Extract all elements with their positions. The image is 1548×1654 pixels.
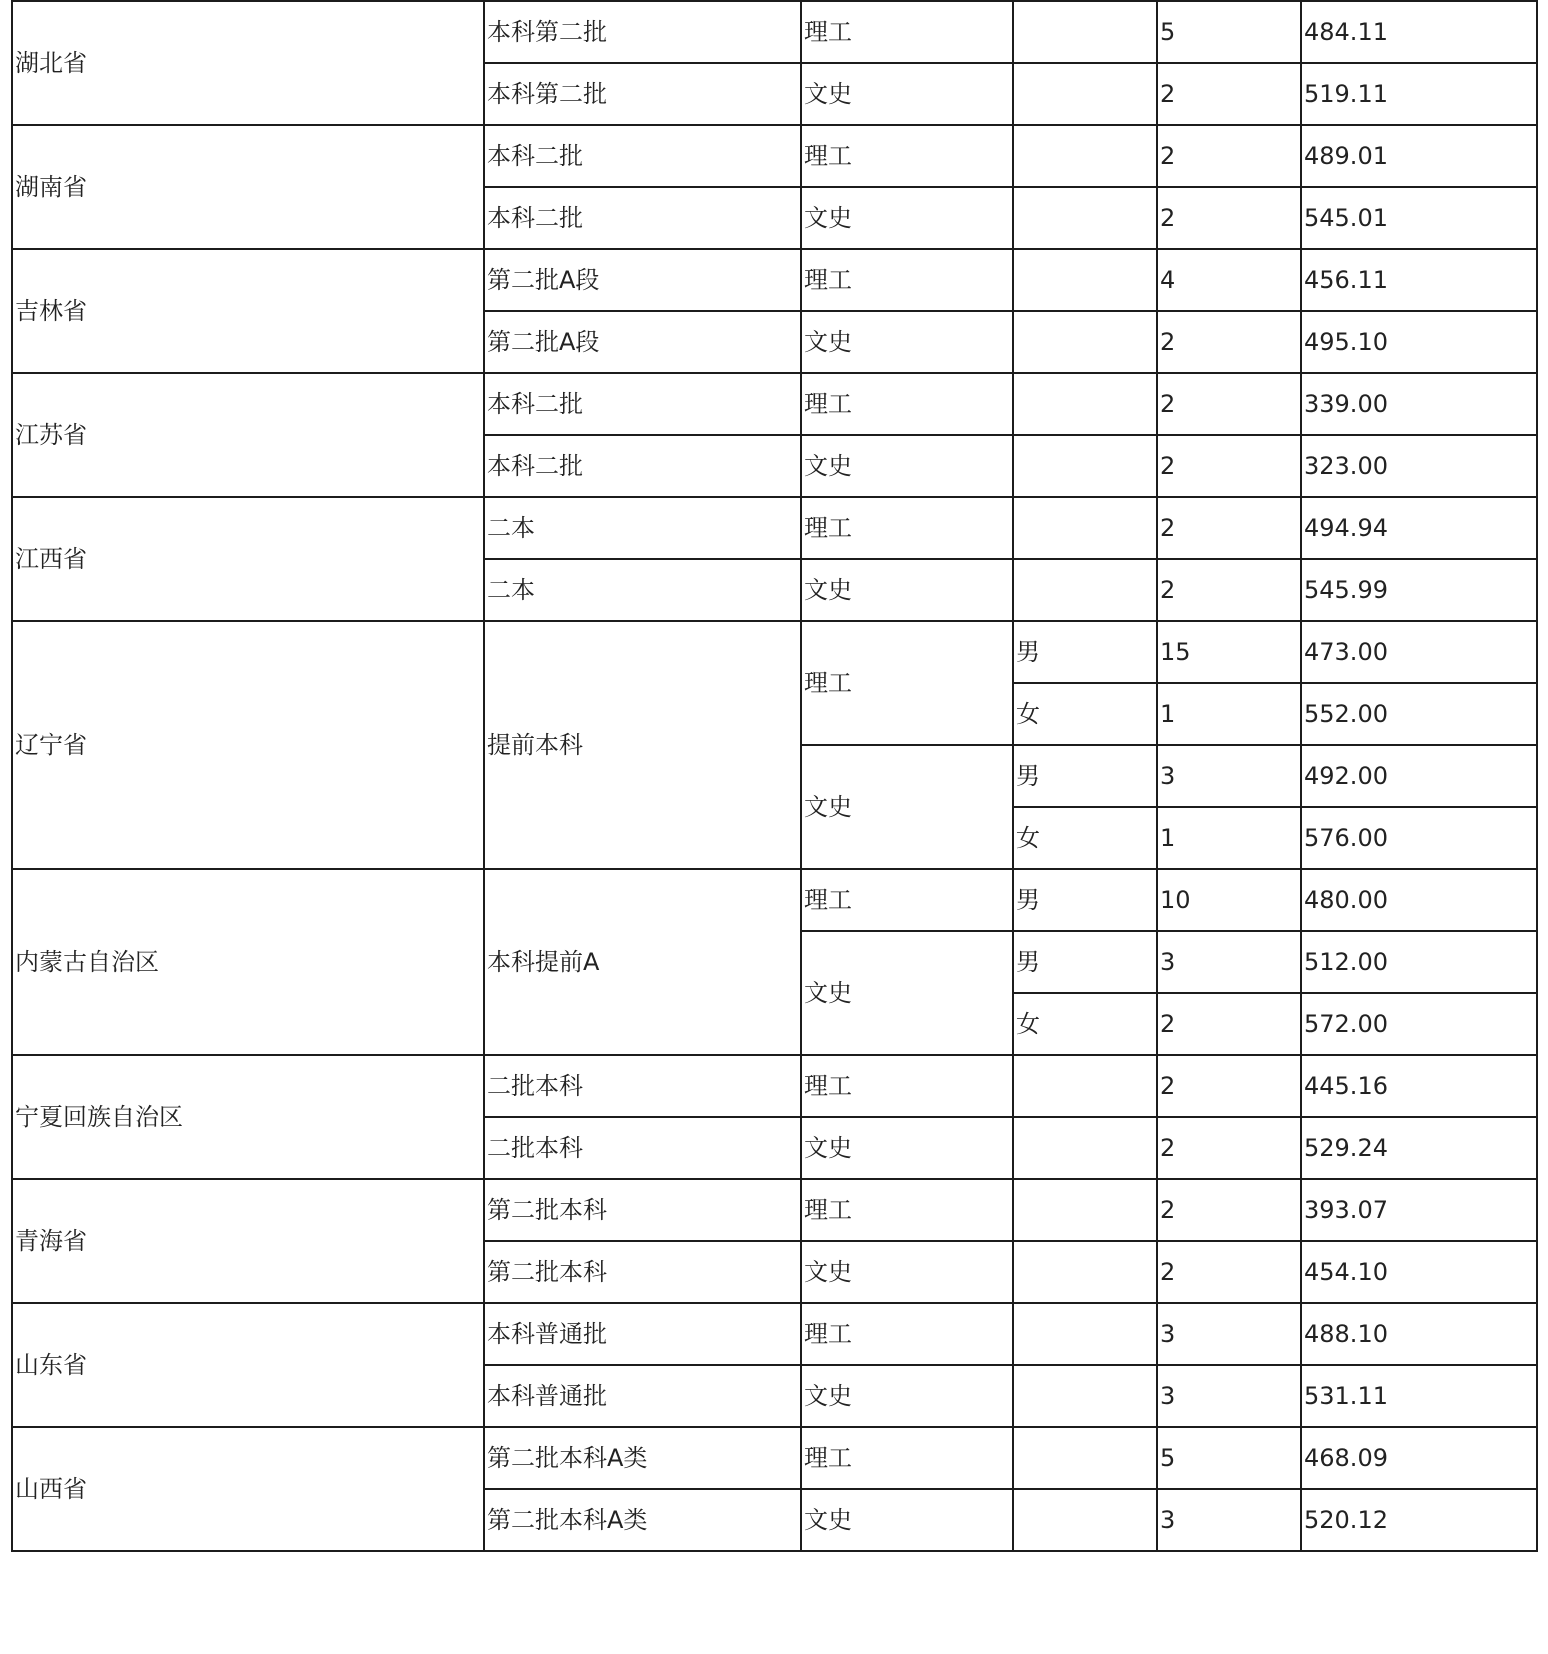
batch-cell: 本科二批 [484, 125, 801, 187]
province-cell: 宁夏回族自治区 [12, 1055, 484, 1179]
gender-cell [1013, 187, 1157, 249]
subject-cell: 理工 [801, 1179, 1013, 1241]
count-cell: 2 [1157, 435, 1301, 497]
province-cell: 青海省 [12, 1179, 484, 1303]
batch-cell: 本科二批 [484, 373, 801, 435]
gender-cell [1013, 1365, 1157, 1427]
batch-cell: 本科第二批 [484, 1, 801, 63]
subject-cell: 文史 [801, 435, 1013, 497]
subject-cell: 文史 [801, 187, 1013, 249]
batch-cell: 第二批A段 [484, 249, 801, 311]
count-cell: 10 [1157, 869, 1301, 931]
count-cell: 3 [1157, 745, 1301, 807]
gender-cell [1013, 249, 1157, 311]
score-cell: 488.10 [1301, 1303, 1537, 1365]
subject-cell: 文史 [801, 311, 1013, 373]
count-cell: 3 [1157, 931, 1301, 993]
admission-score-table [11, 0, 1538, 1552]
gender-cell [1013, 373, 1157, 435]
count-cell: 1 [1157, 683, 1301, 745]
score-cell: 473.00 [1301, 621, 1537, 683]
gender-cell [1013, 1, 1157, 63]
count-cell: 2 [1157, 63, 1301, 125]
score-cell: 339.00 [1301, 373, 1537, 435]
subject-cell: 理工 [801, 1055, 1013, 1117]
gender-cell [1013, 1241, 1157, 1303]
score-cell: 576.00 [1301, 807, 1537, 869]
province-cell: 山西省 [12, 1427, 484, 1551]
subject-cell: 理工 [801, 497, 1013, 559]
subject-cell: 文史 [801, 63, 1013, 125]
gender-cell: 男 [1013, 869, 1157, 931]
gender-cell: 男 [1013, 931, 1157, 993]
score-cell: 552.00 [1301, 683, 1537, 745]
batch-cell: 提前本科 [484, 621, 801, 869]
province-cell: 湖南省 [12, 125, 484, 249]
score-cell: 484.11 [1301, 1, 1537, 63]
gender-cell [1013, 1055, 1157, 1117]
score-cell: 531.11 [1301, 1365, 1537, 1427]
count-cell: 4 [1157, 249, 1301, 311]
count-cell: 3 [1157, 1365, 1301, 1427]
subject-cell: 理工 [801, 1303, 1013, 1365]
batch-cell: 本科二批 [484, 435, 801, 497]
score-cell: 454.10 [1301, 1241, 1537, 1303]
score-cell: 529.24 [1301, 1117, 1537, 1179]
count-cell: 5 [1157, 1427, 1301, 1489]
gender-cell [1013, 497, 1157, 559]
count-cell: 2 [1157, 1241, 1301, 1303]
batch-cell: 本科普通批 [484, 1365, 801, 1427]
subject-cell: 理工 [801, 1, 1013, 63]
province-cell: 内蒙古自治区 [12, 869, 484, 1055]
gender-cell [1013, 1427, 1157, 1489]
batch-cell: 第二批本科 [484, 1179, 801, 1241]
batch-cell: 第二批A段 [484, 311, 801, 373]
score-cell: 393.07 [1301, 1179, 1537, 1241]
score-cell: 456.11 [1301, 249, 1537, 311]
count-cell: 3 [1157, 1489, 1301, 1551]
count-cell: 2 [1157, 373, 1301, 435]
gender-cell: 男 [1013, 621, 1157, 683]
score-cell: 519.11 [1301, 63, 1537, 125]
count-cell: 2 [1157, 1117, 1301, 1179]
province-cell: 江西省 [12, 497, 484, 621]
subject-cell: 理工 [801, 249, 1013, 311]
subject-cell: 文史 [801, 1365, 1013, 1427]
count-cell: 1 [1157, 807, 1301, 869]
gender-cell: 男 [1013, 745, 1157, 807]
table-row [12, 125, 1537, 187]
table-row [12, 1427, 1537, 1489]
province-cell: 湖北省 [12, 1, 484, 125]
count-cell: 2 [1157, 993, 1301, 1055]
subject-cell: 文史 [801, 1117, 1013, 1179]
gender-cell [1013, 1489, 1157, 1551]
score-cell: 572.00 [1301, 993, 1537, 1055]
count-cell: 2 [1157, 311, 1301, 373]
count-cell: 5 [1157, 1, 1301, 63]
batch-cell: 第二批本科 [484, 1241, 801, 1303]
table-row [12, 621, 1537, 683]
table-row [12, 497, 1537, 559]
score-table-body [12, 1, 1537, 1551]
subject-cell: 文史 [801, 1489, 1013, 1551]
count-cell: 2 [1157, 559, 1301, 621]
score-cell: 545.99 [1301, 559, 1537, 621]
score-cell: 445.16 [1301, 1055, 1537, 1117]
count-cell: 2 [1157, 1055, 1301, 1117]
subject-cell: 文史 [801, 1241, 1013, 1303]
batch-cell: 二批本科 [484, 1117, 801, 1179]
batch-cell: 第二批本科A类 [484, 1427, 801, 1489]
province-cell: 山东省 [12, 1303, 484, 1427]
gender-cell [1013, 63, 1157, 125]
batch-cell: 二本 [484, 559, 801, 621]
gender-cell [1013, 1179, 1157, 1241]
gender-cell [1013, 311, 1157, 373]
batch-cell: 第二批本科A类 [484, 1489, 801, 1551]
province-cell: 辽宁省 [12, 621, 484, 869]
table-row [12, 249, 1537, 311]
count-cell: 2 [1157, 187, 1301, 249]
subject-cell: 文史 [801, 745, 1013, 869]
subject-cell: 理工 [801, 373, 1013, 435]
table-row [12, 869, 1537, 931]
province-cell: 江苏省 [12, 373, 484, 497]
subject-cell: 理工 [801, 621, 1013, 745]
count-cell: 15 [1157, 621, 1301, 683]
gender-cell [1013, 125, 1157, 187]
score-cell: 520.12 [1301, 1489, 1537, 1551]
gender-cell [1013, 559, 1157, 621]
count-cell: 2 [1157, 1179, 1301, 1241]
batch-cell: 本科普通批 [484, 1303, 801, 1365]
gender-cell: 女 [1013, 807, 1157, 869]
gender-cell: 女 [1013, 993, 1157, 1055]
gender-cell [1013, 435, 1157, 497]
batch-cell: 本科第二批 [484, 63, 801, 125]
subject-cell: 文史 [801, 559, 1013, 621]
gender-cell [1013, 1117, 1157, 1179]
subject-cell: 理工 [801, 1427, 1013, 1489]
batch-cell: 本科提前A [484, 869, 801, 1055]
score-cell: 492.00 [1301, 745, 1537, 807]
subject-cell: 理工 [801, 125, 1013, 187]
score-cell: 494.94 [1301, 497, 1537, 559]
province-cell: 吉林省 [12, 249, 484, 373]
table-row [12, 1, 1537, 63]
subject-cell: 文史 [801, 931, 1013, 1055]
score-cell: 489.01 [1301, 125, 1537, 187]
gender-cell: 女 [1013, 683, 1157, 745]
score-cell: 323.00 [1301, 435, 1537, 497]
score-cell: 545.01 [1301, 187, 1537, 249]
count-cell: 2 [1157, 497, 1301, 559]
table-row [12, 1055, 1537, 1117]
gender-cell [1013, 1303, 1157, 1365]
score-cell: 480.00 [1301, 869, 1537, 931]
table-row [12, 373, 1537, 435]
count-cell: 3 [1157, 1303, 1301, 1365]
table-row [12, 1303, 1537, 1365]
count-cell: 2 [1157, 125, 1301, 187]
batch-cell: 二批本科 [484, 1055, 801, 1117]
score-cell: 512.00 [1301, 931, 1537, 993]
score-cell: 468.09 [1301, 1427, 1537, 1489]
batch-cell: 本科二批 [484, 187, 801, 249]
batch-cell: 二本 [484, 497, 801, 559]
table-row [12, 1179, 1537, 1241]
subject-cell: 理工 [801, 869, 1013, 931]
score-cell: 495.10 [1301, 311, 1537, 373]
